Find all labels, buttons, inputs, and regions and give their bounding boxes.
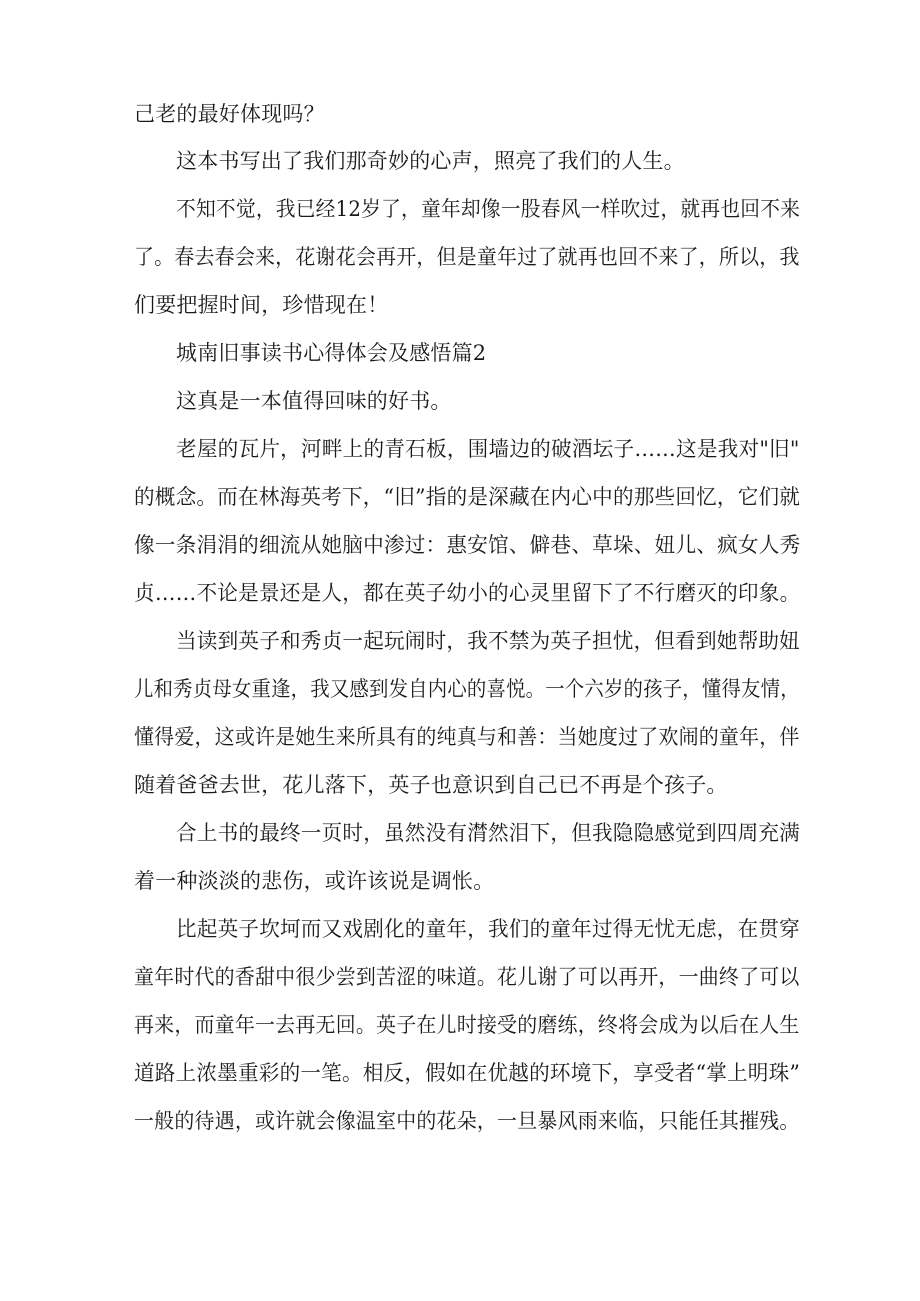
text-line: 像一条涓涓的细流从她脑中渗过：惠安馆、僻巷、草垛、妞儿、疯女人秀 [134,533,801,557]
text-line: 这本书写出了我们那奇妙的心声，照亮了我们的人生。 [176,149,685,173]
text-line: 道路上浓墨重彩的一笔。相反，假如在优越的环境下，享受者“掌上明珠” [134,1061,801,1085]
text-line: 儿和秀贞母女重逢，我又感到发自内心的喜悦。一个六岁的孩子，懂得友情， [134,677,800,701]
text-line: 这真是一本值得回味的好书。 [176,389,452,413]
text-line: 童年时代的香甜中很少尝到苦涩的味道。花儿谢了可以再开，一曲终了可以 [134,965,800,989]
text-line: 们要把握时间，珍惜现在！ [134,293,389,317]
text-line: 贞……不论是景还是人，都在英子幼小的心灵里留下了不行磨灭的印象。 [134,581,801,605]
text-line: 己老的最好体现吗？ [134,102,325,126]
text-line: 着一种淡淡的悲伤，或许该说是调怅。 [134,869,495,893]
text-line: 比起英子坎坷而又戏剧化的童年，我们的童年过得无忧无虑，在贯穿 [176,917,800,941]
text-line: 老屋的瓦片，河畔上的青石板，围墙边的破酒坛子……这是我对"旧" [176,437,800,461]
text-line: 懂得爱，这或许是她生来所具有的纯真与和善：当她度过了欢闹的童年，伴 [134,725,800,749]
text-line: 的概念。而在林海英考下，“旧”指的是深藏在内心中的那些回忆，它们就 [134,485,801,509]
text-line: 一般的待遇，或许就会像温室中的花朵，一旦暴风雨来临，只能任其摧残。 [134,1109,800,1133]
text-line: 合上书的最终一页时，虽然没有潸然泪下，但我隐隐感觉到四周充满 [176,821,800,845]
text-line: 再来，而童年一去再无回。英子在儿时接受的磨练，终将会成为以后在人生 [134,1013,800,1037]
text-line: 了。春去春会来，花谢花会再开，但是童年过了就再也回不来了，所以，我 [134,245,800,269]
text-line: 当读到英子和秀贞一起玩闹时，我不禁为英子担忧，但看到她帮助妞 [176,629,800,653]
text-line: 随着爸爸去世，花儿落下，英子也意识到自己已不再是个孩子。 [134,773,728,797]
section-heading: 城南旧事读书心得体会及感悟篇2 [176,341,487,365]
text-line: 不知不觉，我已经12岁了，童年却像一股春风一样吹过，就再也回不来 [176,197,801,221]
